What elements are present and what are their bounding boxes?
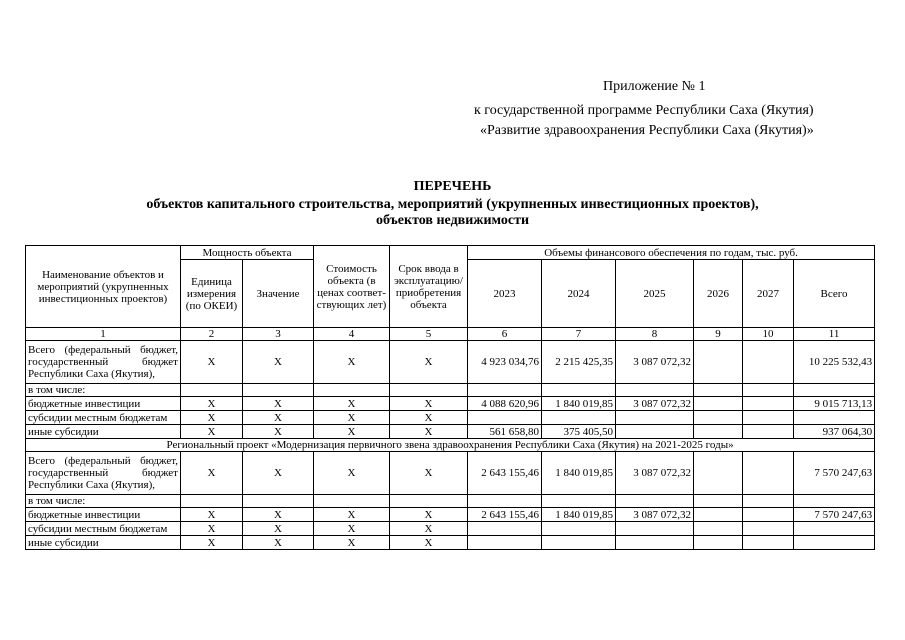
cell-value: 10 225 532,43 — [794, 341, 875, 384]
cell-value: 7 570 247,63 — [794, 508, 875, 522]
table-row — [26, 425, 875, 439]
row-label: в том числе: — [26, 495, 181, 508]
cell-x: X — [314, 341, 390, 384]
cell-x: X — [243, 397, 314, 411]
table-row — [26, 536, 875, 550]
cell-x: X — [314, 411, 390, 425]
row-label: субсидии местным бюджетам — [26, 411, 181, 425]
row-label: Всего (федеральный бюджет, государственный бюджет Республики Саха (Якутия), — [26, 452, 181, 495]
cell-value: 3 087 072,32 — [616, 508, 694, 522]
cell-value — [616, 425, 694, 439]
cell-x: X — [243, 425, 314, 439]
cell-x: X — [390, 452, 468, 495]
cell-x: X — [181, 397, 243, 411]
table-row — [26, 384, 875, 397]
cell-x: X — [243, 508, 314, 522]
header-total: Всего — [794, 260, 875, 328]
row-label: субсидии местным бюджетам — [26, 522, 181, 536]
col-num: 8 — [616, 328, 694, 341]
row-label: бюджетные инвестиции — [26, 397, 181, 411]
col-num: 10 — [743, 328, 794, 341]
table-row — [26, 411, 875, 425]
row-label: Всего (федеральный бюджет, государственный бюджет Республики Саха (Якутия), — [26, 341, 181, 384]
table-row — [26, 495, 875, 508]
cell-x: X — [243, 452, 314, 495]
table-row — [26, 397, 875, 411]
header-value: Значение — [243, 260, 314, 328]
cell-value — [743, 425, 794, 439]
row-label: иные субсидии — [26, 536, 181, 550]
header-capacity: Мощность объекта — [181, 246, 314, 260]
cell-value — [694, 397, 743, 411]
table-row — [26, 508, 875, 522]
col-num: 3 — [243, 328, 314, 341]
col-num: 5 — [390, 328, 468, 341]
cell-x: X — [181, 536, 243, 550]
cell-value — [694, 508, 743, 522]
col-num: 9 — [694, 328, 743, 341]
cell-value — [743, 397, 794, 411]
header-name: Наименование объектов и мероприятий (укрупненных инвестиционных проектов) — [26, 246, 181, 328]
cell-x: X — [390, 508, 468, 522]
cell-x: X — [390, 397, 468, 411]
cell-value: 375 405,50 — [542, 425, 616, 439]
header-unit: Единица измерения (по ОКЕИ) — [181, 260, 243, 328]
cell-x: X — [314, 522, 390, 536]
regional-project-title: Региональный проект «Модернизация первичного звена здравоохранения Республики Саха (Якутия) на 2021-2025 годы» — [26, 439, 875, 452]
col-num: 2 — [181, 328, 243, 341]
cell-x: X — [314, 425, 390, 439]
cell-x: X — [390, 341, 468, 384]
col-num: 4 — [314, 328, 390, 341]
cell-x: X — [390, 536, 468, 550]
cell-value: 9 015 713,13 — [794, 397, 875, 411]
cell-x: X — [390, 425, 468, 439]
cell-value: 4 923 034,76 — [468, 341, 542, 384]
cell-value: 561 658,80 — [468, 425, 542, 439]
cell-x: X — [243, 536, 314, 550]
document-subtitle-1: объектов капитального строительства, мероприятий (укрупненных инвестиционных проектов), — [146, 197, 759, 212]
cell-value: 3 087 072,32 — [616, 397, 694, 411]
cell-x: X — [314, 508, 390, 522]
cell-value — [694, 452, 743, 495]
header-2024: 2024 — [542, 260, 616, 328]
header-funding: Объемы финансового обеспечения по годам, тыс. руб. — [468, 246, 875, 260]
cell-value: 4 088 620,96 — [468, 397, 542, 411]
col-num: 7 — [542, 328, 616, 341]
column-numbers-row — [26, 328, 875, 341]
cell-value: 2 643 155,46 — [468, 508, 542, 522]
cell-value: 7 570 247,63 — [794, 452, 875, 495]
cell-value: 3 087 072,32 — [616, 452, 694, 495]
document-title: ПЕРЕЧЕНЬ — [413, 179, 492, 194]
cell-x: X — [243, 411, 314, 425]
cell-value — [743, 508, 794, 522]
cell-x: X — [181, 452, 243, 495]
appendix-line-1: к государственной программе Республики Саха (Якутия) — [474, 103, 814, 118]
document-subtitle-2: объектов недвижимости — [375, 213, 530, 228]
cell-value: 3 087 072,32 — [616, 341, 694, 384]
table-row — [26, 452, 875, 495]
row-label: в том числе: — [26, 384, 181, 397]
header-2027: 2027 — [743, 260, 794, 328]
objects-table — [25, 245, 875, 550]
cell-value: 2 215 425,35 — [542, 341, 616, 384]
cell-x: X — [243, 522, 314, 536]
cell-value — [694, 341, 743, 384]
header-cost: Стоимость объекта (в ценах соответ-ствующих лет) — [314, 246, 390, 328]
cell-value: 937 064,30 — [794, 425, 875, 439]
row-label: бюджетные инвестиции — [26, 508, 181, 522]
cell-x: X — [390, 411, 468, 425]
cell-x: X — [314, 397, 390, 411]
cell-x: X — [314, 452, 390, 495]
cell-x: X — [314, 536, 390, 550]
appendix-line-2: «Развитие здравоохранения Республики Саха (Якутия)» — [480, 123, 814, 138]
cell-value: 1 840 019,85 — [542, 452, 616, 495]
col-num: 6 — [468, 328, 542, 341]
cell-x: X — [181, 411, 243, 425]
appendix-title: Приложение № 1 — [603, 79, 706, 94]
header-term: Срок ввода в эксплуатацию/ приобретения объекта — [390, 246, 468, 328]
cell-x: X — [243, 341, 314, 384]
cell-value: 2 643 155,46 — [468, 452, 542, 495]
col-num: 11 — [794, 328, 875, 341]
cell-value — [694, 425, 743, 439]
cell-value — [743, 452, 794, 495]
cell-x: X — [181, 425, 243, 439]
header-2026: 2026 — [694, 260, 743, 328]
cell-x: X — [181, 341, 243, 384]
header-2023: 2023 — [468, 260, 542, 328]
cell-value — [743, 341, 794, 384]
cell-x: X — [181, 508, 243, 522]
table-row — [26, 341, 875, 384]
header-2025: 2025 — [616, 260, 694, 328]
cell-value: 1 840 019,85 — [542, 508, 616, 522]
cell-value: 1 840 019,85 — [542, 397, 616, 411]
table-row — [26, 439, 875, 452]
table-row — [26, 522, 875, 536]
row-label: иные субсидии — [26, 425, 181, 439]
cell-x: X — [390, 522, 468, 536]
cell-x: X — [181, 522, 243, 536]
col-num: 1 — [26, 328, 181, 341]
